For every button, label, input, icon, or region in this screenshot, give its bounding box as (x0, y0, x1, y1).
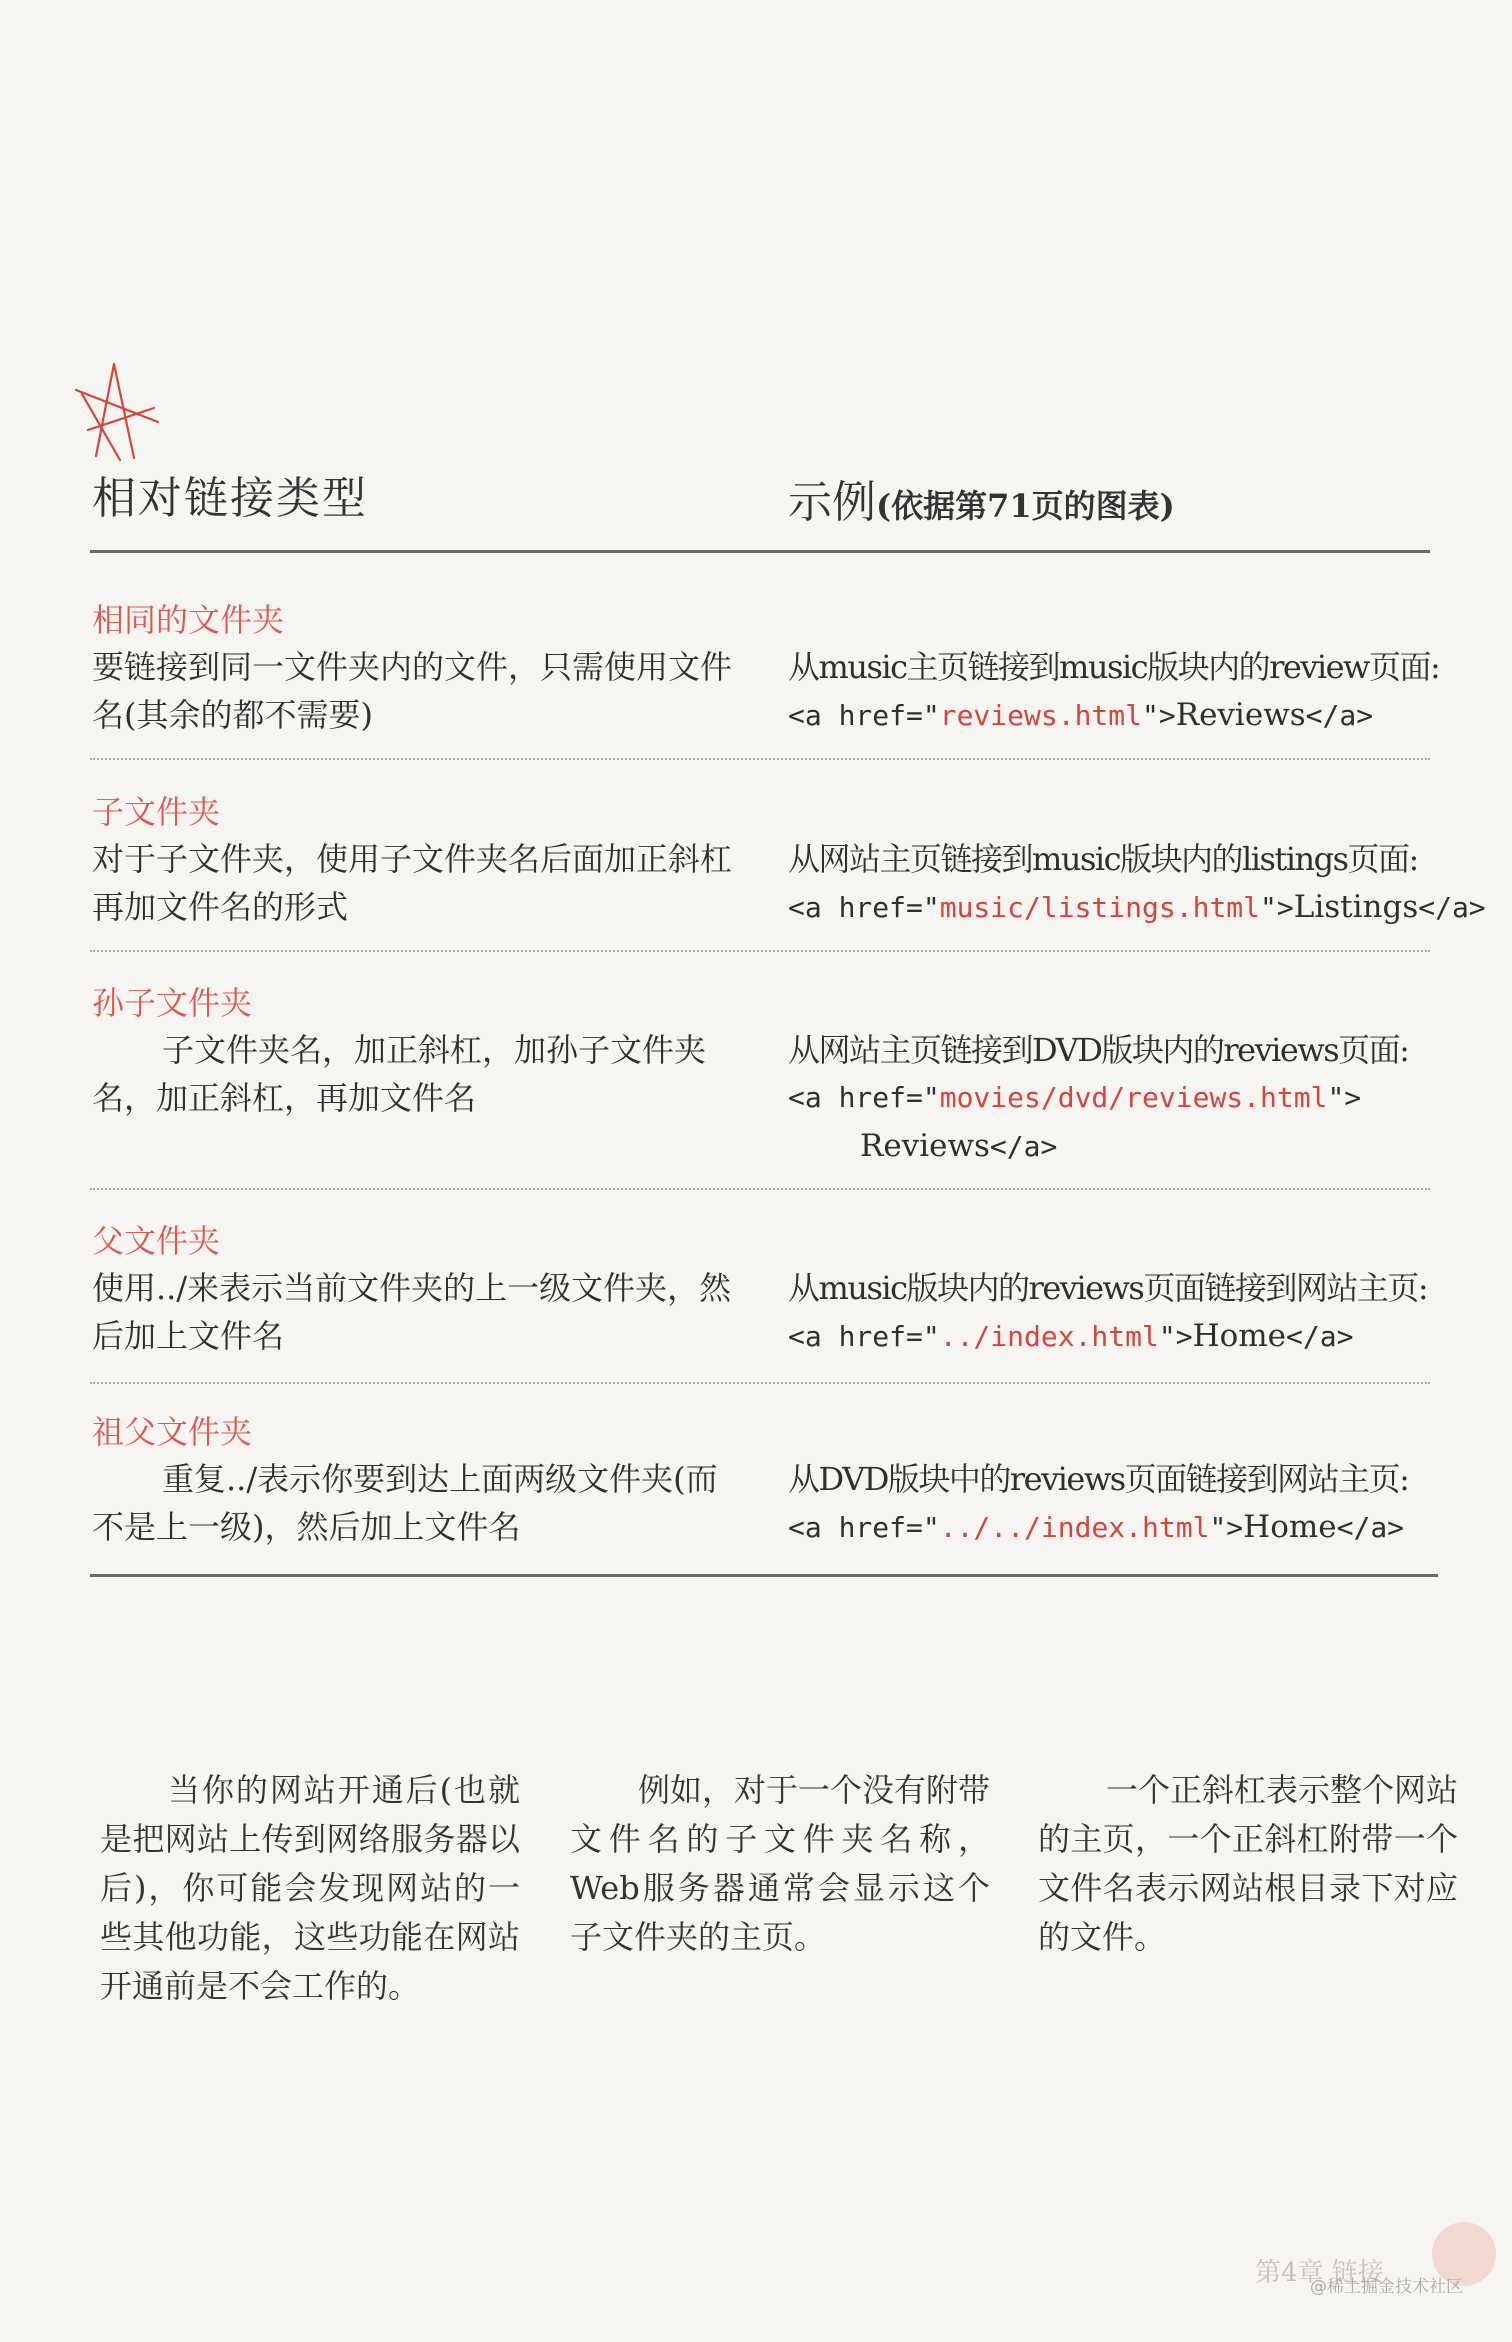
row-description: 使用../来表示当前文件夹的上一级文件夹，然后加上文件名 (92, 1269, 732, 1355)
code-pre: <a href=" (788, 699, 940, 732)
code-link-text: Home (1192, 1318, 1287, 1354)
row-description: 重复../表示你要到达上面两级文件夹(而不是上一级)，然后加上文件名 (92, 1460, 718, 1546)
row-description: 要链接到同一文件夹内的文件，只需使用文件名(其余的都不需要) (92, 648, 733, 734)
code-post: "> (1260, 891, 1294, 924)
row-title: 父文件夹 (92, 1222, 221, 1260)
code-end: </a> (1336, 1511, 1405, 1544)
code-link-text: Home (1243, 1509, 1337, 1545)
example-header-subtitle: (依据第71页的图表) (876, 487, 1175, 525)
code-end: </a> (1418, 891, 1486, 924)
watermark: @稀土掘金技术社区 (1310, 2277, 1463, 2297)
code-post: "> (1327, 1081, 1362, 1114)
code-pre: <a href=" (788, 891, 940, 924)
row-description: 对于子文件夹，使用子文件夹名后面加正斜杠再加文件名的形式 (92, 840, 733, 926)
code-pre: <a href=" (788, 1081, 940, 1114)
code-end: </a> (1286, 1320, 1354, 1353)
row-description: 子文件夹名，加正斜杠，加孙子文件夹名，加正斜杠，再加文件名 (92, 1031, 707, 1117)
code-path: movies/dvd/reviews.html (939, 1081, 1328, 1114)
column-header-example (788, 466, 1175, 530)
code-post: "> (1142, 699, 1176, 732)
code-snippet (788, 883, 1486, 932)
code-snippet (788, 1312, 1468, 1361)
code-path: reviews.html (939, 699, 1143, 732)
row-example (788, 1455, 1468, 1552)
code-post: "> (1209, 1511, 1244, 1544)
row-title: 子文件夹 (92, 793, 221, 831)
code-link-text: Reviews (860, 1128, 990, 1164)
example-text: 从网站主页链接到DVD版块内的reviews页面: (788, 1031, 1409, 1069)
example-text: 从DVD版块中的reviews页面链接到网站主页: (788, 1460, 1409, 1498)
row-divider (90, 758, 1430, 760)
code-snippet (788, 1074, 1468, 1122)
row-divider (90, 1382, 1430, 1384)
code-snippet (788, 691, 1468, 740)
row-title: 相同的文件夹 (92, 601, 285, 639)
chapter-footer: 第4章 链接 (1255, 2258, 1384, 2288)
code-path: ../index.html (939, 1320, 1159, 1353)
column-header-link-type: 相对链接类型 (92, 473, 368, 524)
example-text: 从music版块内的reviews页面链接到网站主页: (788, 1269, 1428, 1307)
table-bottom-rule (90, 1574, 1438, 1577)
row-title: 孙子文件夹 (92, 984, 253, 1022)
row-title: 祖父文件夹 (92, 1413, 253, 1451)
code-pre: <a href=" (788, 1511, 940, 1544)
row-example (788, 1264, 1468, 1361)
code-post: "> (1158, 1320, 1193, 1353)
example-text: 从网站主页链接到music版块内的listings页面: (788, 840, 1418, 878)
row-example (788, 643, 1468, 740)
code-path: ../../index.html (939, 1511, 1210, 1544)
example-header-title: 示例 (788, 477, 876, 528)
code-pre: <a href=" (788, 1320, 940, 1353)
row-divider (90, 950, 1430, 952)
table-top-rule (90, 550, 1430, 553)
example-text: 从music主页链接到music版块内的review页面: (788, 648, 1440, 686)
code-path: music/listings.html (939, 891, 1261, 924)
code-end: </a> (1305, 699, 1374, 732)
code-snippet-continued (788, 1122, 1468, 1171)
note-column-3: 一个正斜杠表示整个网站的主页，一个正斜杠附带一个文件名表示网站根目录下对应的文件。 (1038, 1771, 1459, 1956)
note-column-2: 例如，对于一个没有附带文件名的子文件夹名称，Web服务器通常会显示这个子文件夹的主页。 (570, 1771, 991, 1956)
code-snippet (788, 1503, 1468, 1552)
handwritten-star-mark (74, 360, 164, 470)
code-link-text: Reviews (1175, 697, 1306, 733)
note-column-1: 当你的网站开通后(也就是把网站上传到网络服务器以后)，你可能会发现网站的一些其他功能，这些功能在网站开通前是不会工作的。 (100, 1771, 520, 2005)
row-example (788, 1026, 1468, 1171)
row-example (788, 835, 1486, 932)
row-divider (90, 1188, 1430, 1190)
code-link-text: Listings (1293, 889, 1419, 925)
code-end: </a> (989, 1130, 1058, 1163)
